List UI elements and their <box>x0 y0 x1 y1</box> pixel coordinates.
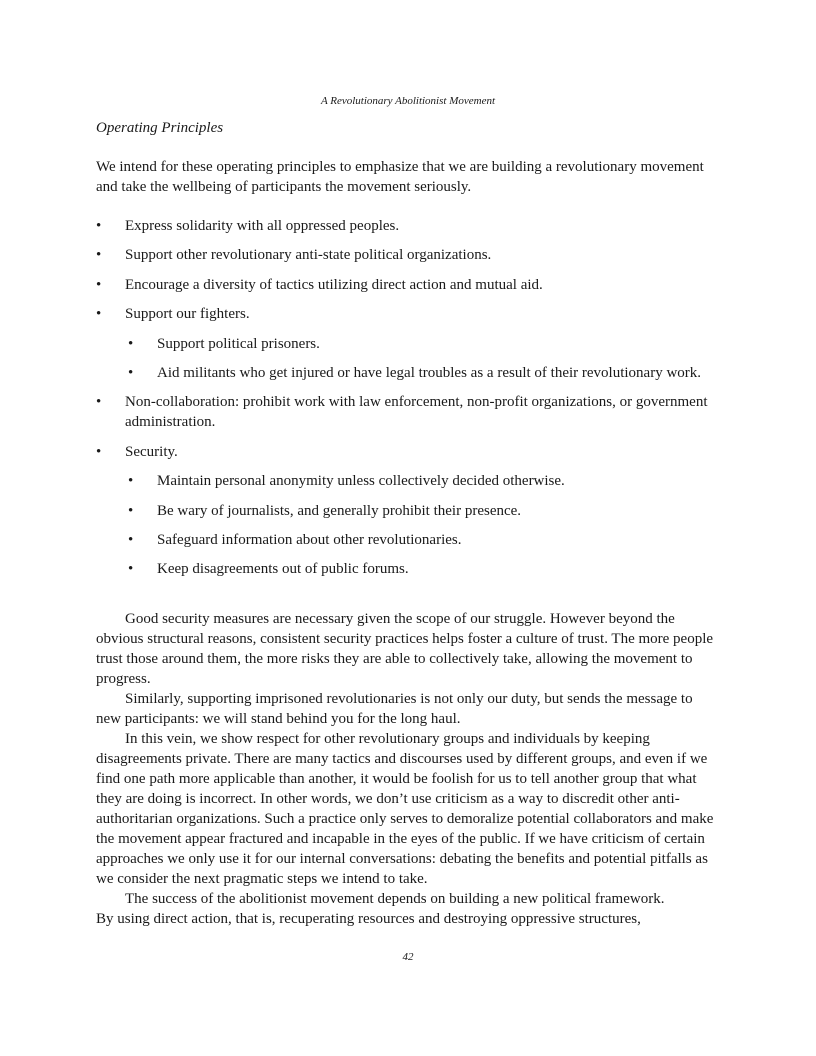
sub-list-item <box>96 334 720 354</box>
list-item-text: Non-collaboration: prohibit work with law enforcement, non-profit organizations, or government administration. <box>125 394 708 431</box>
bullet-icon: • <box>96 276 102 293</box>
list-item-text: Support other revolutionary anti-state political organizations. <box>125 247 492 264</box>
list-item-text: Encourage a diversity of tactics utilizing direct action and mutual aid. <box>125 276 543 293</box>
sub-list-item <box>96 363 720 383</box>
bullet-icon: • <box>128 364 134 381</box>
sub-list-item <box>96 530 720 550</box>
list-item <box>96 442 720 462</box>
bullet-icon: • <box>128 502 134 519</box>
body-paragraph: Similarly, supporting imprisoned revolutionaries is not only our duty, but sends the message to new participants: we will stand behind you for the long haul. <box>96 691 693 727</box>
running-head: A Revolutionary Abolitionist Movement <box>320 95 496 107</box>
sub-list-item <box>96 559 720 579</box>
list-item <box>96 245 720 265</box>
bullet-icon: • <box>96 218 102 234</box>
section-title: Operating Principles <box>96 120 224 136</box>
list-item <box>96 304 720 324</box>
list-item-text: Safeguard information about other revolutionaries. <box>157 531 462 548</box>
list-item-text: Support political prisoners. <box>157 335 320 352</box>
bullet-icon: • <box>128 561 134 578</box>
list-item-text: Security. <box>125 443 178 460</box>
bullet-icon: • <box>128 473 134 490</box>
bullet-icon: • <box>96 394 102 411</box>
list-item-text: Maintain personal anonymity unless collectively decided otherwise. <box>157 473 565 490</box>
sub-list-item <box>96 471 720 491</box>
body-paragraph: In this vein, we show respect for other revolutionary groups and individuals by keeping disagreements private. There are many tactics and discourses used by different groups, and even if we find one path more applicable than another, it would be foolish for us to tell another group that what they are doing is incorrect. In other words, we don’t use criticism as a way to discredit other anti-authoritarian organizations. Such a practice only serves to demoralize potential collaborators and make the movement appear fractured and incapable in the eyes of the public. If we have criticism of certain approaches we only use it for our internal conversations: debating the benefits and potential pitfalls as we consider the next pragmatic steps we intend to take. <box>96 731 714 887</box>
list-item-text: Be wary of journalists, and generally prohibit their presence. <box>157 502 522 519</box>
intro-paragraph: We intend for these operating principles to emphasize that we are building a revolutionary movement and take the wellbeing of participants the movement seriously. <box>96 159 704 195</box>
list-item-text: Support our fighters. <box>125 306 250 323</box>
list-item-text: Aid militants who get injured or have legal troubles as a result of their revolutionary work. <box>157 364 702 381</box>
list-item <box>96 392 720 432</box>
list-item <box>96 275 720 295</box>
sub-list-item <box>96 501 720 521</box>
body-paragraph: Good security measures are necessary given the scope of our struggle. However beyond the obvious structural reasons, consistent security practices helps foster a culture of trust. The more people trust those around them, the more risks they are able to collectively take, allowing the movement to progress. <box>96 611 714 687</box>
bullet-icon: • <box>128 531 134 548</box>
principles-list <box>96 216 720 589</box>
list-item-text: Keep disagreements out of public forums. <box>157 561 409 578</box>
list-item <box>96 216 720 236</box>
page-number: 42 <box>402 951 414 963</box>
list-item-text: Express solidarity with all oppressed peoples. <box>125 218 400 234</box>
continuation-line: By using direct action, that is, recuperating resources and destroying oppressive structures, <box>96 911 641 927</box>
bullet-icon: • <box>96 306 102 323</box>
bullet-icon: • <box>96 247 102 264</box>
body-text <box>96 609 720 929</box>
body-paragraph: The success of the abolitionist movement depends on building a new political framework. <box>125 891 665 907</box>
bullet-icon: • <box>128 335 134 352</box>
bullet-icon: • <box>96 443 102 460</box>
